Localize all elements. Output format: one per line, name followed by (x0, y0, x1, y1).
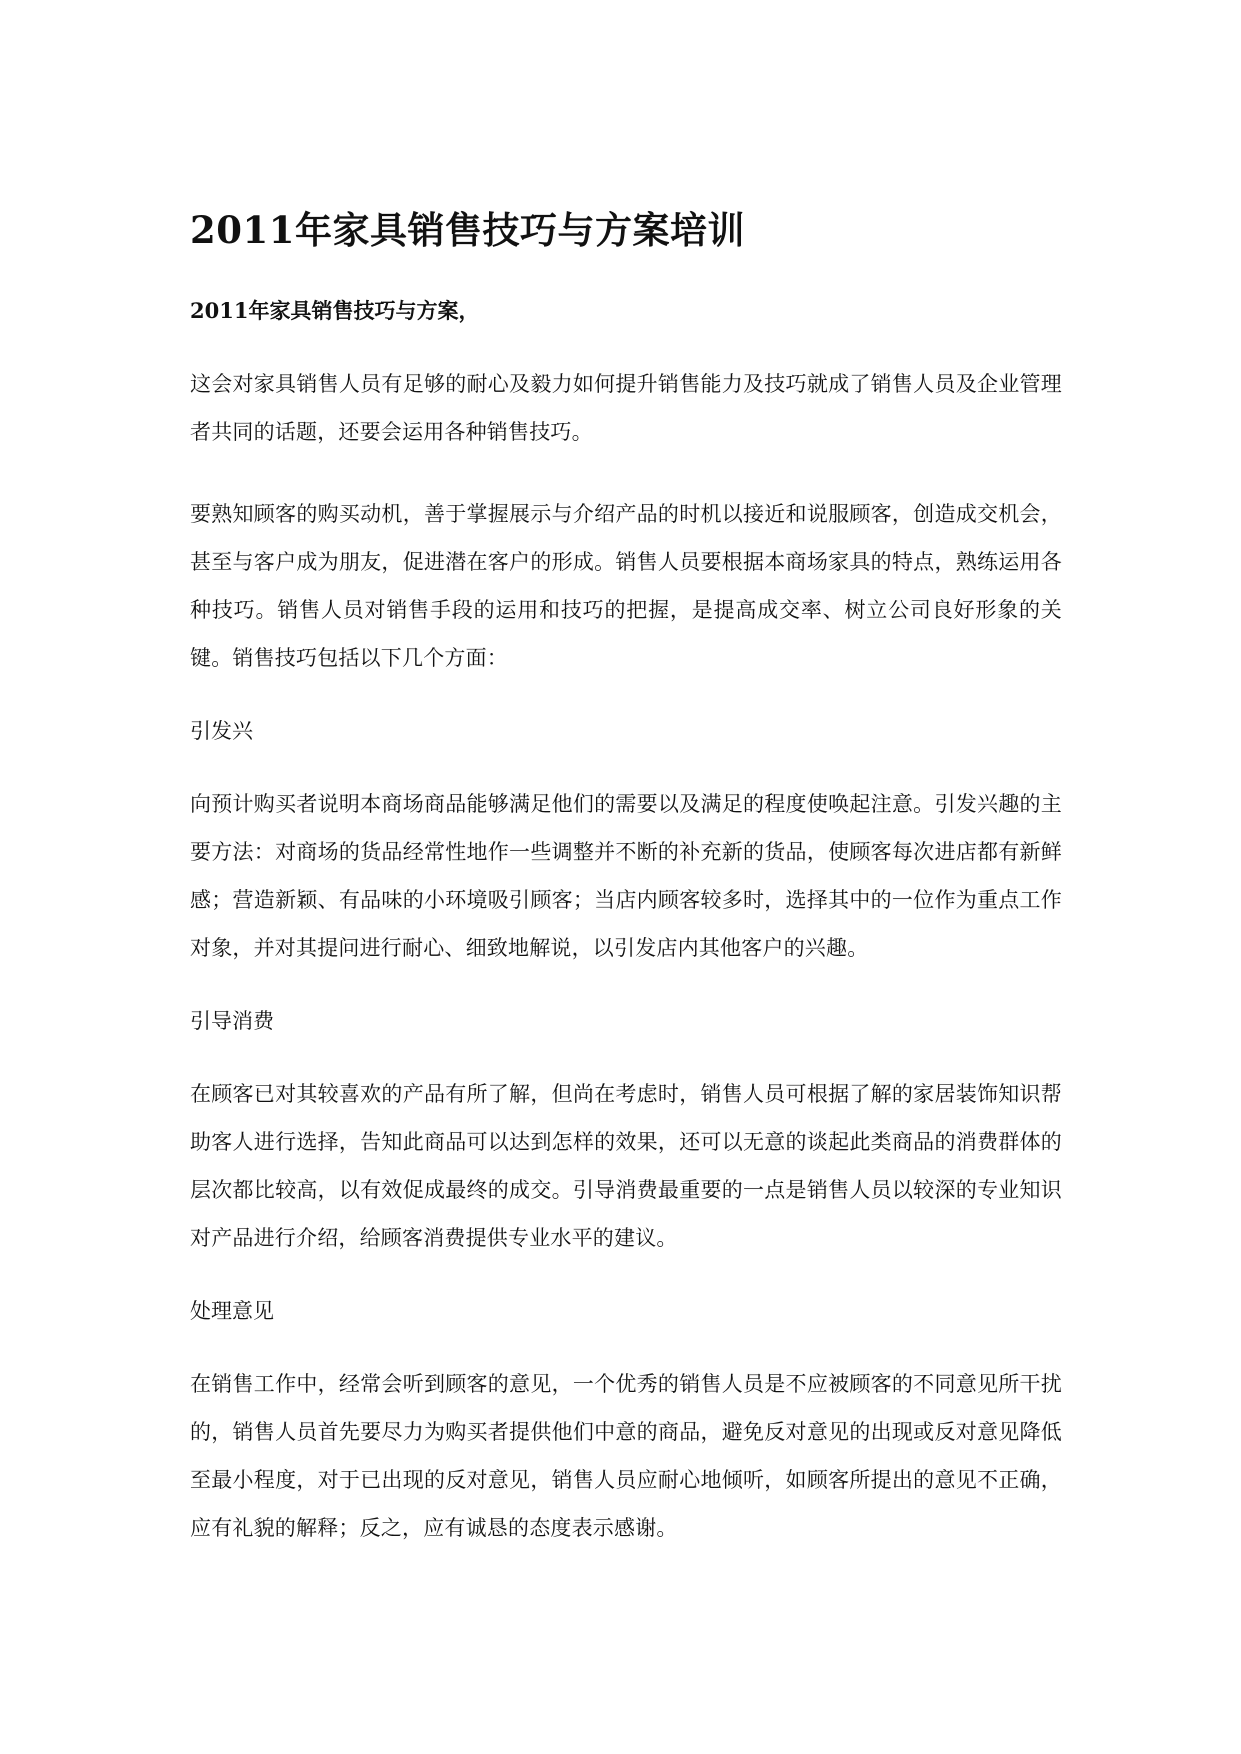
section-body-interest: 向预计购买者说明本商场商品能够满足他们的需要以及满足的程度使唤起注意。引发兴趣的主要方法：对商场的货品经常性地作一些调整并不断的补充新的货品，使顾客每次进店都有新鲜感；营造新颖、有品味的小环境吸引顾客；当店内顾客较多时，选择其中的一位作为重点工作对象，并对其提问进行耐心、细致地解说，以引发店内其他客户的兴趣。 (190, 792, 1062, 960)
section-body-guide-consumption: 在顾客已对其较喜欢的产品有所了解，但尚在考虑时，销售人员可根据了解的家居装饰知识帮助客人进行选择，告知此商品可以达到怎样的效果，还可以无意的谈起此类商品的消费群体的层次都比较高，以有效促成最终的成交。引导消费最重要的一点是销售人员以较深的专业知识对产品进行介绍，给顾客消费提供专业水平的建议。 (190, 1082, 1062, 1250)
document-body (190, 205, 1062, 1552)
section-heading-interest: 引发兴 (190, 719, 253, 743)
intro-paragraph: 要熟知顾客的购买动机，善于掌握展示与介绍产品的时机以接近和说服顾客，创造成交机会，甚至与客户成为朋友，促进潜在客户的形成。销售人员要根据本商场家具的特点，熟练运用各种技巧。销售人员对销售手段的运用和技巧的把握，是提高成交率、树立公司良好形象的关键。销售技巧包括以下几个方面： (190, 502, 1062, 670)
document-subtitle: 2011年家具销售技巧与方案， (190, 298, 480, 323)
section-heading-handle-objections: 处理意见 (190, 1299, 274, 1323)
intro-paragraph: 这会对家具销售人员有足够的耐心及毅力如何提升销售能力及技巧就成了销售人员及企业管理者共同的话题，还要会运用各种销售技巧。 (190, 372, 1062, 444)
section-heading-guide-consumption: 引导消费 (190, 1009, 274, 1033)
document-title: 2011年家具销售技巧与方案培训 (190, 208, 745, 252)
section-body-handle-objections: 在销售工作中，经常会听到顾客的意见，一个优秀的销售人员是不应被顾客的不同意见所干扰的，销售人员首先要尽力为购买者提供他们中意的商品，避免反对意见的出现或反对意见降低至最小程度，对于已出现的反对意见，销售人员应耐心地倾听，如顾客所提出的意见不正确，应有礼貌的解释；反之，应有诚恳的态度表示感谢。 (190, 1372, 1062, 1540)
